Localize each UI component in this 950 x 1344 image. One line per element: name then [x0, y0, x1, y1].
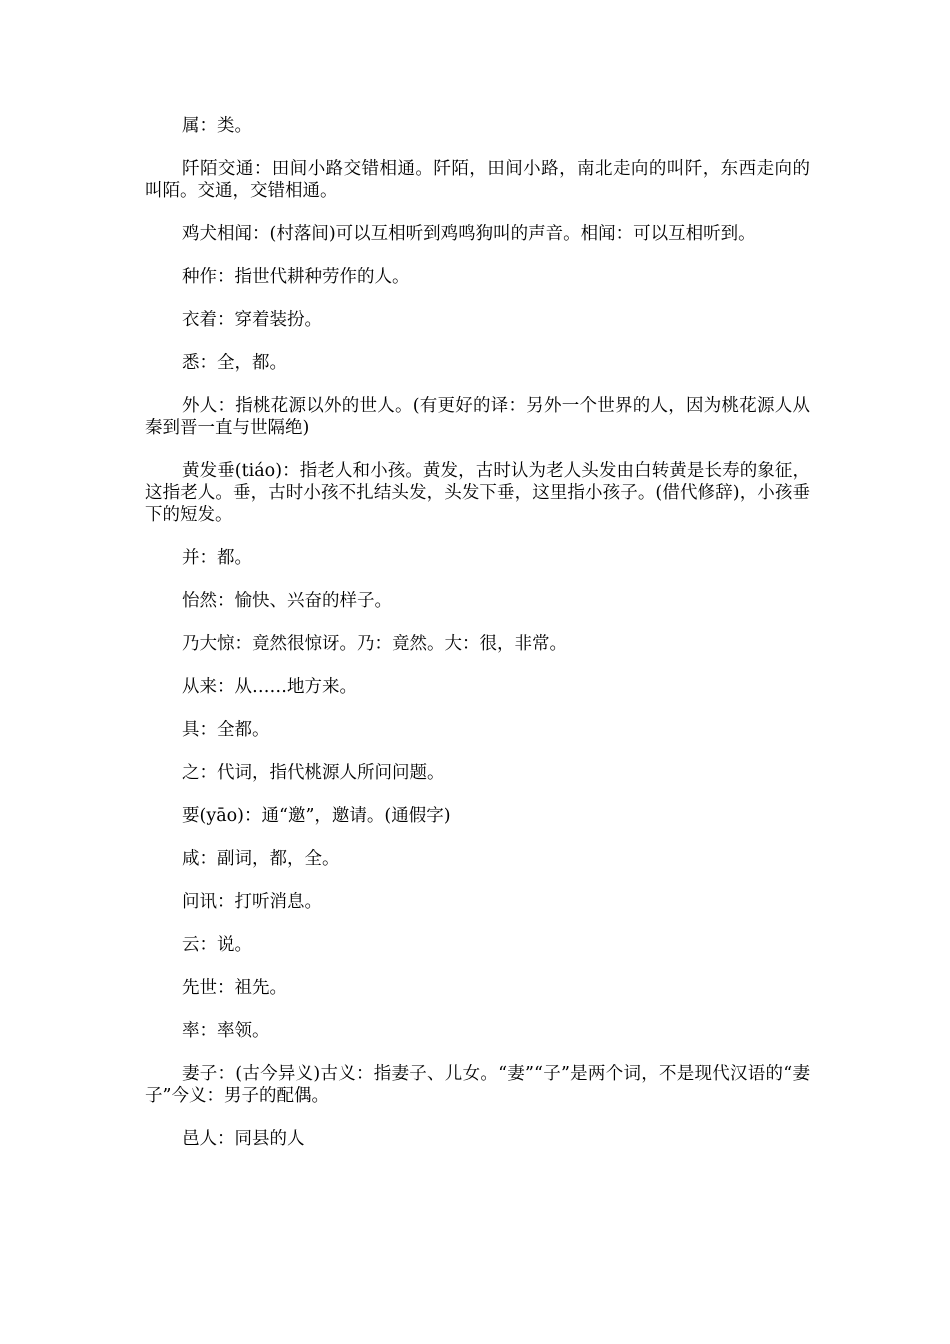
annotation-entry: 云：说。 [182, 935, 252, 955]
annotation-entry: 黄发垂(tiáo)：指老人和小孩。黄发，古时认为老人头发由白转黄是长寿的象征，这指老人。垂，古时小孩不扎结头发，头发下垂，这里指小孩子。(借代修辞)，小孩垂下的短发。 [145, 461, 810, 525]
annotation-entry: 邑人：同县的人 [182, 1129, 305, 1149]
annotation-entry: 属：类。 [182, 116, 252, 136]
annotation-entry: 阡陌交通：田间小路交错相通。阡陌，田间小路，南北走向的叫阡，东西走向的叫陌。交通，交错相通。 [145, 159, 810, 201]
annotation-entry: 先世：祖先。 [182, 978, 287, 998]
annotation-entry: 咸：副词，都，全。 [182, 849, 340, 869]
annotation-entry: 问讯：打听消息。 [182, 892, 322, 912]
annotation-entry: 要(yāo)：通“邀”，邀请。(通假字) [182, 806, 451, 826]
document-body [145, 115, 810, 1171]
annotation-entry: 种作：指世代耕种劳作的人。 [182, 267, 410, 287]
annotation-entry: 妻子：(古今异义)古义：指妻子、儿女。“妻”“子”是两个词，不是现代汉语的“妻子”今义：男子的配偶。 [145, 1064, 810, 1106]
annotation-entry: 从来：从……地方来。 [182, 677, 357, 697]
annotation-entry: 外人：指桃花源以外的世人。(有更好的译：另外一个世界的人，因为桃花源人从秦到晋一直与世隔绝) [145, 396, 810, 438]
annotation-entry: 鸡犬相闻：(村落间)可以互相听到鸡鸣狗叫的声音。相闻：可以互相听到。 [182, 224, 756, 244]
annotation-entry: 并：都。 [182, 548, 252, 568]
annotation-entry: 之：代词，指代桃源人所问问题。 [182, 763, 445, 783]
annotation-entry: 率：率领。 [182, 1021, 270, 1041]
annotation-entry: 怡然：愉快、兴奋的样子。 [182, 591, 392, 611]
annotation-entry: 乃大惊：竟然很惊讶。乃：竟然。大：很，非常。 [182, 634, 567, 654]
annotation-entry: 具：全都。 [182, 720, 270, 740]
annotation-entry: 衣着：穿着装扮。 [182, 310, 322, 330]
annotation-entry: 悉：全，都。 [182, 353, 287, 373]
